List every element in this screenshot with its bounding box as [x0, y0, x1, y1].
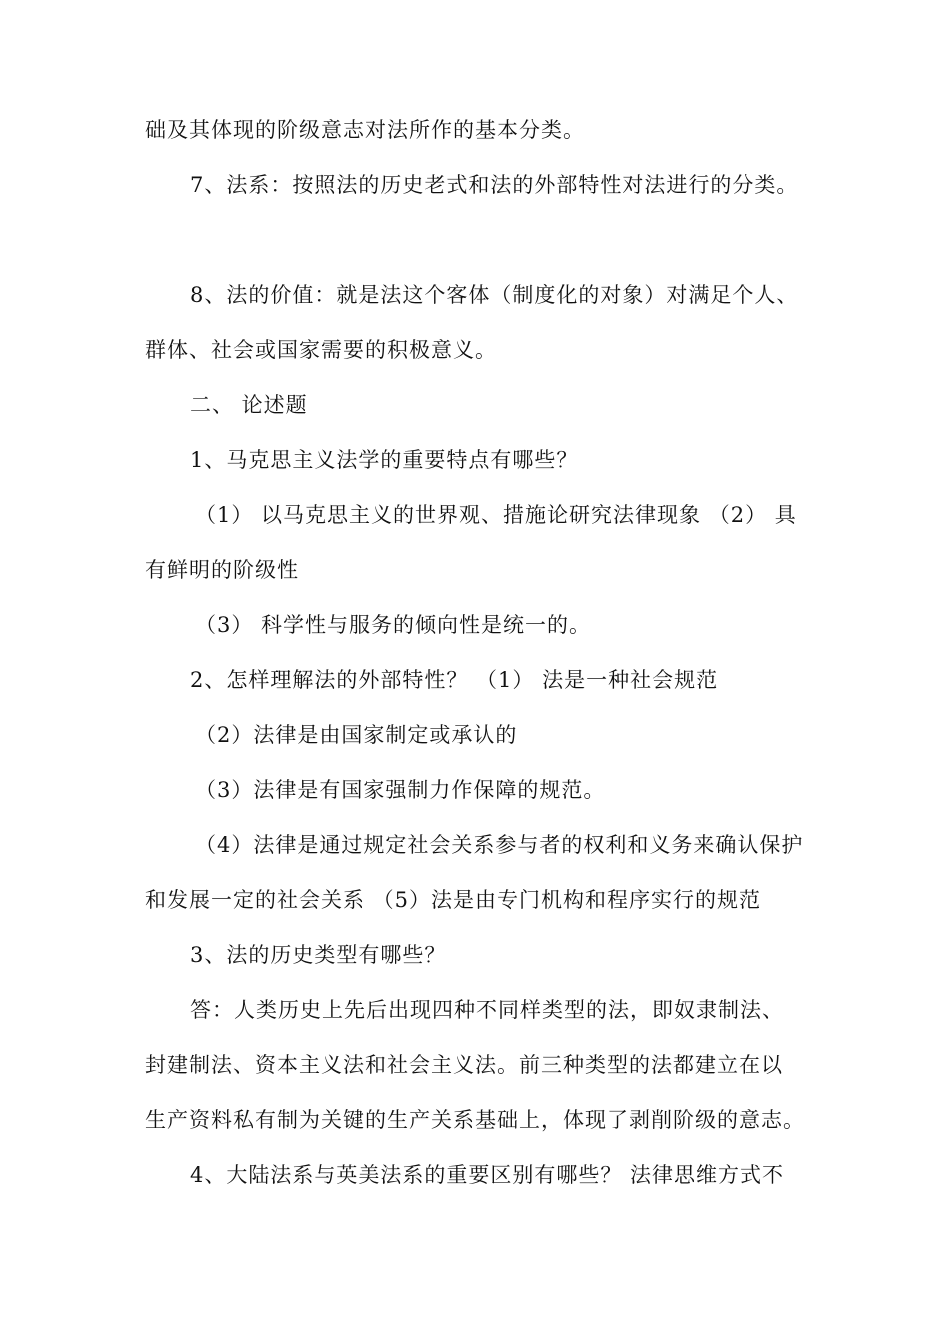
text-line-8: 有鲜明的阶级性 [145, 558, 299, 582]
text-line-13: （4）法律是通过规定社会关系参与者的权利和义务来确认保护 [195, 833, 804, 857]
answer-line-3: 生产资料私有制为关键的生产关系基础上，体现了剥削阶级的意志。 [145, 1108, 805, 1132]
text-line-4: 群体、社会或国家需要的积极意义。 [145, 338, 497, 362]
text-line-7: （1） 以马克思主义的世界观、措施论研究法律现象 （2） 具 [195, 503, 797, 527]
question-1: 1、马克思主义法学的重要特点有哪些？ [190, 448, 579, 472]
text-line-2: 7、法系：按照法的历史老式和法的外部特性对法进行的分类。 [190, 173, 799, 197]
question-3: 3、法的历史类型有哪些？ [190, 943, 447, 967]
text-line-3: 8、法的价值：就是法这个客体（制度化的对象）对满足个人、 [190, 283, 799, 307]
text-line-1: 础及其体现的阶级意志对法所作的基本分类。 [145, 118, 585, 142]
question-4: 4、大陆法系与英美法系的重要区别有哪些？ 法律思维方式不 [190, 1163, 785, 1187]
text-line-9: （3） 科学性与服务的倾向性是统一的。 [195, 613, 592, 637]
answer-line-2: 封建制法、资本主义法和社会主义法。前三种类型的法都建立在以 [145, 1053, 783, 1077]
text-line-14: 和发展一定的社会关系 （5）法是由专门机构和程序实行的规范 [145, 888, 762, 912]
answer-line-1: 答：人类历史上先后出现四种不同样类型的法，即奴隶制法、 [190, 998, 784, 1022]
question-2: 2、怎样理解法的外部特性？ （1） 法是一种社会规范 [190, 668, 719, 692]
text-line-11: （2）法律是由国家制定或承认的 [195, 723, 518, 747]
text-line-12: （3）法律是有国家强制力作保障的规范。 [195, 778, 606, 802]
section-heading: 二、 论述题 [190, 393, 308, 417]
